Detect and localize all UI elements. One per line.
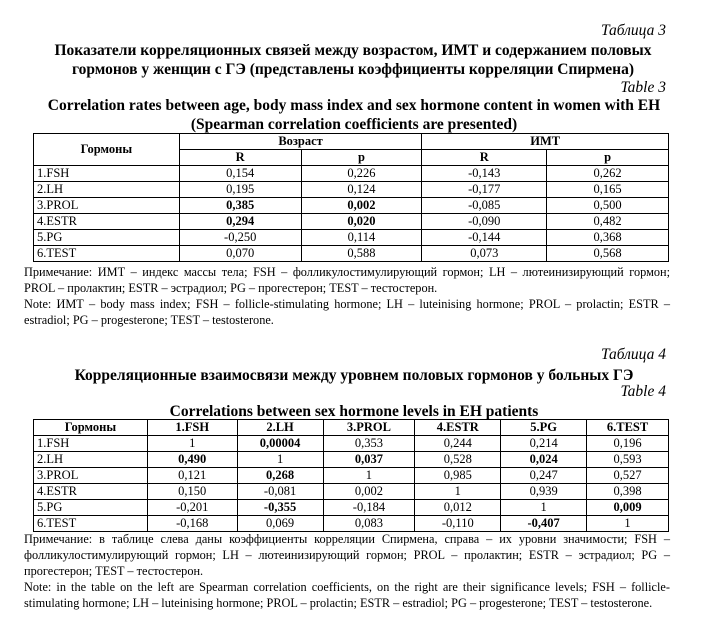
table4-cell: 1 bbox=[323, 468, 415, 484]
table3-row bbox=[34, 198, 669, 214]
table4-cell: -0,168 bbox=[147, 516, 237, 532]
table4-row-hormone: 3.PROL bbox=[34, 468, 148, 484]
table3-header-bmi-p: p bbox=[547, 150, 669, 166]
table3-row-hormone: 4.ESTR bbox=[34, 214, 180, 230]
table4-note-ru: Примечание: в таблице слева даны коэффициенты корреляции Спирмена, справа – их уровни значимости; FSH – фолликулостимулирующий гормон; LH – лютеинизирующий гормон; PROL – пролактин; ESTR – эстрадиол; PG – прогестерон; TEST – тестостерон. bbox=[24, 532, 670, 578]
table3-cell-age-p: 0,002 bbox=[301, 198, 422, 214]
table3-header-bmi: ИМТ bbox=[422, 134, 669, 150]
table4-row bbox=[34, 516, 669, 532]
table3-cell-bmi-p: 0,368 bbox=[547, 230, 669, 246]
table4-cell: 0,527 bbox=[587, 468, 669, 484]
table3-cell-age-p: 0,124 bbox=[301, 182, 422, 198]
table4-cell: 0,593 bbox=[587, 452, 669, 468]
table4 bbox=[33, 419, 669, 532]
table3-row-hormone: 5.PG bbox=[34, 230, 180, 246]
table3-cell-bmi-r: -0,143 bbox=[422, 166, 547, 182]
table3-cell-age-r: 0,070 bbox=[179, 246, 301, 262]
table3-row-hormone: 3.PROL bbox=[34, 198, 180, 214]
table4-title-ru: Корреляционные взаимосвязи между уровнем половых гормонов у больных ГЭ bbox=[74, 367, 634, 384]
table3-caption-ru: Таблица 3 bbox=[600, 22, 666, 39]
table4-cell: -0,407 bbox=[501, 516, 587, 532]
table4-cell: 0,150 bbox=[147, 484, 237, 500]
table3-row bbox=[34, 246, 669, 262]
table4-cell: 0,398 bbox=[587, 484, 669, 500]
table3-row bbox=[34, 214, 669, 230]
table4-note-en: Note: in the table on the left are Spearman correlation coefficients, on the right are their significance levels; FSH – follicle-stimulating hormone; LH – luteinising hormone; PROL – prolactin; ESTR – estradiol; PG – progesterone; TEST – testosterone. bbox=[24, 580, 670, 610]
table4-cell: 0,353 bbox=[323, 436, 415, 452]
table4-cell: 0,196 bbox=[587, 436, 669, 452]
table3-note-en: Note: ИМТ – body mass index; FSH – follicle-stimulating hormone; LH – luteinising hormone; PROL – prolactin; ESTR – estradiol; PG – progesterone; TEST – testosterone. bbox=[24, 297, 670, 327]
table4-cell: 1 bbox=[501, 500, 587, 516]
table3-cell-bmi-p: 0,165 bbox=[547, 182, 669, 198]
table3-cell-bmi-p: 0,568 bbox=[547, 246, 669, 262]
table3-cell-age-r: 0,294 bbox=[179, 214, 301, 230]
table4-cell: 0,490 bbox=[147, 452, 237, 468]
table3-row-hormone: 1.FSH bbox=[34, 166, 180, 182]
table3-title-ru: Показатели корреляционных связей между возрастом, ИМТ и содержанием половых гормонов у женщин с ГЭ (представлены коэффициенты корреляции Спирмена) bbox=[54, 42, 652, 78]
table4-row bbox=[34, 436, 669, 452]
table4-cell: 0,002 bbox=[323, 484, 415, 500]
table3-cell-age-p: 0,020 bbox=[301, 214, 422, 230]
table3-row-hormone: 6.TEST bbox=[34, 246, 180, 262]
table4-cell: -0,081 bbox=[237, 484, 323, 500]
table4-cell: 0,244 bbox=[415, 436, 501, 452]
table3-row bbox=[34, 166, 669, 182]
table4-cell: 1 bbox=[587, 516, 669, 532]
table3-header-bmi-r: R bbox=[422, 150, 547, 166]
table4-row bbox=[34, 452, 669, 468]
table3-header-age-p: p bbox=[301, 150, 422, 166]
table4-cell: -0,184 bbox=[323, 500, 415, 516]
table3-cell-age-p: 0,226 bbox=[301, 166, 422, 182]
table3-cell-bmi-r: -0,085 bbox=[422, 198, 547, 214]
table4-cell: -0,201 bbox=[147, 500, 237, 516]
table3-cell-age-p: 0,114 bbox=[301, 230, 422, 246]
table4-cell: 0,012 bbox=[415, 500, 501, 516]
table4-column-header: 3.PROL bbox=[323, 420, 415, 436]
table4-column-header: 4.ESTR bbox=[415, 420, 501, 436]
table3 bbox=[33, 133, 669, 262]
table3-cell-bmi-r: 0,073 bbox=[422, 246, 547, 262]
table3-cell-bmi-r: -0,177 bbox=[422, 182, 547, 198]
table4-cell: 0,247 bbox=[501, 468, 587, 484]
table3-cell-bmi-p: 0,500 bbox=[547, 198, 669, 214]
table3-header-hormones: Гормоны bbox=[34, 134, 180, 166]
table4-row-hormone: 4.ESTR bbox=[34, 484, 148, 500]
table4-cell: 1 bbox=[415, 484, 501, 500]
table3-cell-age-p: 0,588 bbox=[301, 246, 422, 262]
table3-cell-bmi-p: 0,482 bbox=[547, 214, 669, 230]
table4-column-header: 1.FSH bbox=[147, 420, 237, 436]
table3-header-age: Возраст bbox=[179, 134, 422, 150]
table3-row bbox=[34, 182, 669, 198]
table4-row-hormone: 5.PG bbox=[34, 500, 148, 516]
table3-header-age-r: R bbox=[179, 150, 301, 166]
table4-cell: 0,00004 bbox=[237, 436, 323, 452]
table4-column-header: 6.TEST bbox=[587, 420, 669, 436]
table4-cell: 0,939 bbox=[501, 484, 587, 500]
table3-cell-bmi-r: -0,090 bbox=[422, 214, 547, 230]
table4-cell: 0,268 bbox=[237, 468, 323, 484]
table4-row-hormone: 1.FSH bbox=[34, 436, 148, 452]
table3-cell-age-r: -0,250 bbox=[179, 230, 301, 246]
table3-cell-bmi-r: -0,144 bbox=[422, 230, 547, 246]
table4-cell: 0,121 bbox=[147, 468, 237, 484]
table4-row bbox=[34, 484, 669, 500]
table4-caption-ru: Таблица 4 bbox=[600, 346, 666, 363]
table4-cell: 0,083 bbox=[323, 516, 415, 532]
table3-title-en: Correlation rates between age, body mass index and sex hormone content in women with EH (Spearman correlation coefficients are presented) bbox=[47, 97, 661, 133]
table3-cell-age-r: 0,385 bbox=[179, 198, 301, 214]
table4-cell: 0,985 bbox=[415, 468, 501, 484]
table4-column-header: 2.LH bbox=[237, 420, 323, 436]
table3-note-ru: Примечание: ИМТ – индекс массы тела; FSH – фолликулостимулирующий гормон; LH – лютеинизирующий гормон; PROL – пролактин; ESTR – эстрадиол; PG – прогестерон; TEST – тестостерон. bbox=[24, 265, 670, 295]
table4-title-en: Correlations between sex hormone levels in EH patients bbox=[169, 403, 539, 420]
table4-cell: 0,024 bbox=[501, 452, 587, 468]
table4-cell: 0,214 bbox=[501, 436, 587, 452]
table4-cell: 0,528 bbox=[415, 452, 501, 468]
table4-row-hormone: 6.TEST bbox=[34, 516, 148, 532]
table3-cell-age-r: 0,195 bbox=[179, 182, 301, 198]
table4-cell: 1 bbox=[147, 436, 237, 452]
table4-cell: -0,355 bbox=[237, 500, 323, 516]
table3-cell-age-r: 0,154 bbox=[179, 166, 301, 182]
table4-column-header: Гормоны bbox=[34, 420, 148, 436]
table4-cell: -0,110 bbox=[415, 516, 501, 532]
table4-row bbox=[34, 468, 669, 484]
table4-cell: 1 bbox=[237, 452, 323, 468]
table4-cell: 0,037 bbox=[323, 452, 415, 468]
table4-row bbox=[34, 500, 669, 516]
table4-row-hormone: 2.LH bbox=[34, 452, 148, 468]
table3-row-hormone: 2.LH bbox=[34, 182, 180, 198]
table4-cell: 0,069 bbox=[237, 516, 323, 532]
table3-row bbox=[34, 230, 669, 246]
table4-column-header: 5.PG bbox=[501, 420, 587, 436]
table3-cell-bmi-p: 0,262 bbox=[547, 166, 669, 182]
table3-caption-en: Table 3 bbox=[620, 79, 666, 96]
table4-caption-en: Table 4 bbox=[620, 383, 666, 400]
table4-cell: 0,009 bbox=[587, 500, 669, 516]
